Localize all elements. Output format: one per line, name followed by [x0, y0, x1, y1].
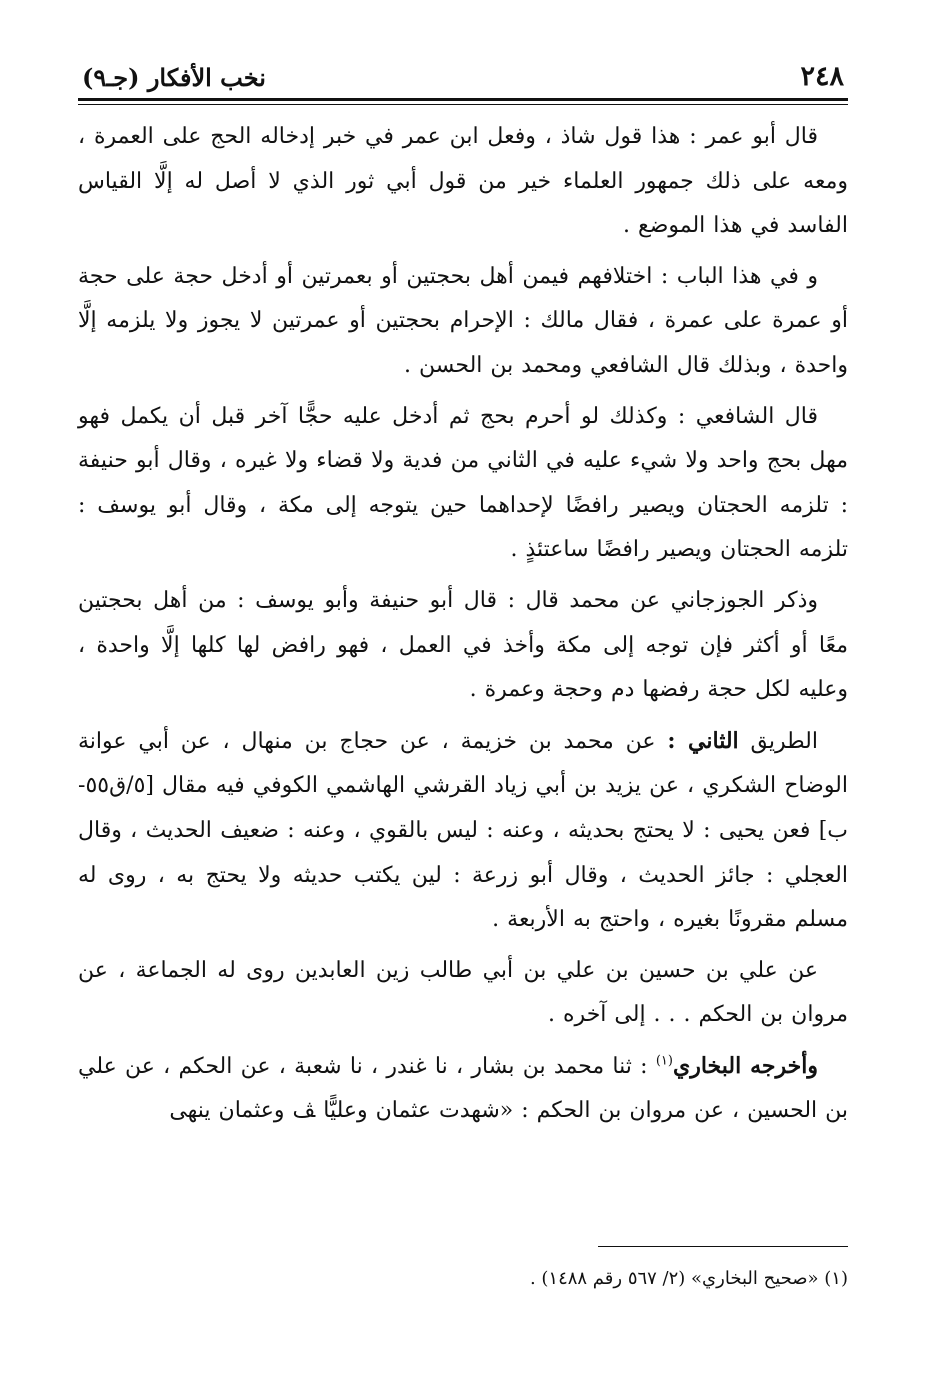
header-rule	[78, 98, 848, 105]
paragraph-text: : ثنا محمد بن بشار ، نا غندر ، نا شعبة ، عن الحكم ، عن علي بن الحسين ، عن مروان بن الحكم : «شهدت عثمان وعليًّا ﭫ وعثمان ينهى	[78, 1053, 848, 1124]
page-number: ٢٤٨	[800, 61, 844, 92]
book-page	[78, 48, 848, 1348]
footnote: (١) «صحيح البخاري» (٢/ ٥٦٧ رقم ١٤٨٨) .	[529, 1268, 848, 1289]
paragraph-text: قال أبو عمر : هذا قول شاذ ، وفعل ابن عمر في خبر إدخاله الحج على العمرة ، ومعه على ذلك جمهور العلماء خير من قول أبي ثور الذي لا أصل له إلَّا القياس الفاسد في هذا الموضع .	[78, 124, 848, 239]
paragraph-text: و في هذا الباب : اختلافهم فيمن أهل بحجتين أو بعمرتين أو أدخل حجة على حجة أو عمرة على عمرة ، فقال مالك : الإحرام بحجتين أو عمرتين لا يجوز ولا يلزمه إلَّا واحدة ، وبذلك قال الشافعي ومحمد بن الحسن .	[78, 263, 848, 378]
paragraph-text: عن علي بن حسين بن علي بن أبي طالب زين العابدين روى له الجماعة ، عن مروان بن الحكم . . . إلى آخره .	[78, 957, 848, 1028]
paragraph	[78, 1044, 848, 1134]
paragraph-bold: الثاني :	[667, 727, 739, 754]
running-title: نخب الأفكار (جـ٩)	[82, 63, 266, 92]
paragraph	[78, 255, 848, 389]
paragraph-lead: الطريق	[738, 728, 819, 754]
page-header	[78, 48, 848, 90]
paragraph-text: وذكر الجوزجاني عن محمد قال : قال أبو حنيفة وأبو يوسف : من أهل بحجتين معًا أو أكثر فإن توجه إلى مكة وأخذ في العمل ، فهو رافض لها كلها إلَّا واحدة ، وعليه لكل حجة رفضها دم وحجة وعمرة .	[78, 587, 848, 703]
paragraph-text: قال الشافعي : وكذلك لو أحرم بحج ثم أدخل عليه حجًّا آخر قبل أن يكمل فهو مهل بحج واحد ولا شيء عليه في الثاني من فدية ولا قضاء ولا غيره ، وقال أبو حنيفة : تلزمه الحجتان ويصير رافضًا لإحداهما حين يتوجه إلى مكة ، وقال أبو يوسف : تلزمه الحجتان ويصير رافضًا ساعتئذٍ .	[78, 403, 848, 563]
paragraph-text: عن محمد بن خزيمة ، عن حجاج بن منهال ، عن أبي عوانة الوضاح الشكري ، عن يزيد بن أبي زياد القرشي الهاشمي الكوفي فيه مقال [٥/ق٥٥-ب] فعن يحيى : لا يحتج بحديثه ، وعنه : ليس بالقوي ، وعنه : ضعيف الحديث ، وقال العجلي : جائز الحديث ، وقال أبو زرعة : لين يكتب حديثه ولا يحتج به ، روى له مسلم مقرونًا بغيره ، واحتج به الأربعة .	[78, 728, 848, 933]
paragraph	[78, 949, 848, 1038]
paragraph	[78, 395, 848, 573]
footnote-rule	[598, 1246, 848, 1247]
paragraph-bold: وأخرجه البخاري	[672, 1052, 818, 1079]
body-text	[78, 115, 848, 1134]
footnote-marker: (١)	[655, 1053, 673, 1069]
paragraph	[78, 719, 848, 943]
paragraph	[78, 579, 848, 713]
paragraph	[78, 115, 848, 249]
